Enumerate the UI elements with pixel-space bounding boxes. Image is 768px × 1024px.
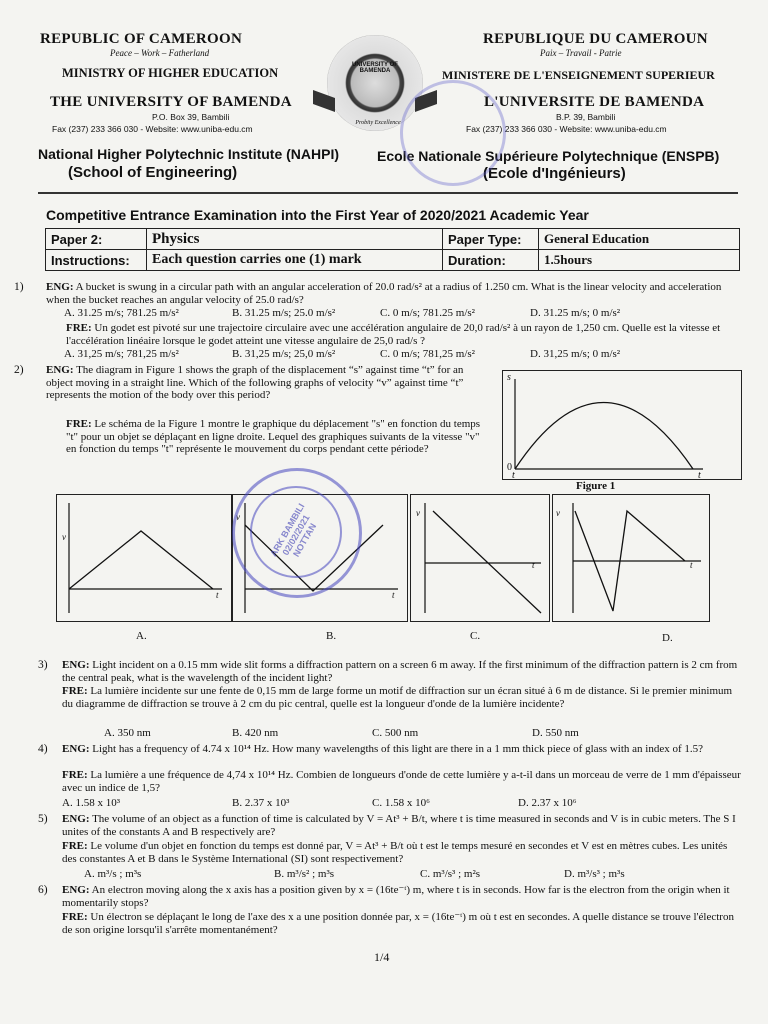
q4-opt-b: B. 2.37 x 10³ bbox=[232, 797, 290, 809]
q2-option-c-label: C. bbox=[470, 630, 481, 642]
right-motto: Paix – Travail - Patrie bbox=[540, 48, 622, 58]
eng-label: ENG: bbox=[62, 884, 90, 896]
q1-eng-opt-d: D. 31.25 m/s; 0 m/s² bbox=[530, 307, 621, 319]
instructions-value: Each question carries one (1) mark bbox=[147, 250, 443, 271]
q3-eng bbox=[62, 659, 742, 684]
paper-value: Physics bbox=[147, 229, 443, 250]
q2-option-d-label: D. bbox=[662, 632, 673, 644]
q5-eng bbox=[62, 813, 742, 838]
right-country: REPUBLIQUE DU CAMEROUN bbox=[483, 31, 708, 47]
q4-eng bbox=[62, 743, 742, 756]
q6-number: 6) bbox=[38, 884, 48, 896]
duration-label: Duration: bbox=[443, 250, 539, 271]
fig1-s-label: s bbox=[507, 372, 511, 383]
right-contact: Fax (237) 233 366 030 - Website: www.uniba-edu.cm bbox=[466, 124, 667, 134]
paper-label: Paper 2: bbox=[46, 229, 147, 250]
q3-fre-text: La lumière incidente sur une fente de 0,15 mm de large forme un motif de diffraction sur un écran situé à 6 m de distance. Si le premier minimum du diagramme de diffraction se trouve à 2 cm du pic central, quelle est la longueur d'onde de la lumière incidente? bbox=[62, 685, 733, 710]
graph-b-v-label: v bbox=[236, 512, 240, 522]
fre-label: FRE: bbox=[66, 322, 92, 334]
q3-opt-b: B. 420 nm bbox=[232, 727, 279, 739]
graph-option-a bbox=[56, 494, 232, 622]
q6-eng bbox=[62, 884, 742, 909]
type-value: General Education bbox=[539, 229, 740, 250]
seal-text: UNIVERSITY OF BAMENDA bbox=[352, 62, 398, 74]
fre-label: FRE: bbox=[62, 769, 88, 781]
fre-label: FRE: bbox=[62, 840, 88, 852]
figure-1-graph bbox=[502, 370, 742, 480]
graph-d-v-label: v bbox=[556, 508, 560, 518]
page-number: 1/4 bbox=[374, 950, 390, 964]
header-divider bbox=[38, 192, 738, 194]
q5-opt-b: B. m³/s² ; m³s bbox=[274, 868, 335, 880]
left-motto: Peace – Work – Fatherland bbox=[110, 48, 210, 58]
q1-number: 1) bbox=[14, 281, 24, 293]
q4-opt-a: A. 1.58 x 10³ bbox=[62, 797, 120, 809]
q4-opt-d: D. 2.37 x 10⁶ bbox=[518, 797, 577, 809]
eng-label: ENG: bbox=[46, 281, 74, 293]
fig1-t-label-left: t bbox=[512, 470, 515, 481]
q1-eng-text: A bucket is swung in a circular path with an angular acceleration of 20.0 rad/s² at a radius of 1.250 cm. What is the linear velocity and acceleration when the bucket reaches an angular velocity of 25.0 rad/s? bbox=[46, 281, 722, 306]
figure-1-svg bbox=[503, 371, 741, 479]
q1-fre-opt-c: C. 0 m/s; 781,25 m/s² bbox=[380, 348, 475, 360]
instructions-label: Instructions: bbox=[46, 250, 147, 271]
q2-number: 2) bbox=[14, 364, 24, 376]
q2-option-b-label: B. bbox=[326, 630, 337, 642]
fig1-origin: 0 bbox=[507, 462, 512, 473]
left-ministry: MINISTRY OF HIGHER EDUCATION bbox=[62, 66, 279, 80]
q5-opt-a: A. m³/s ; m³s bbox=[84, 868, 142, 880]
q1-fre-text: Un godet est pivoté sur une trajectoire circulaire avec une accélération angulaire de 20,0 rad/s² à un rayon de 1,250 cm. Quelle est la vitesse et l'accélération linéaire lorsque le godet atteint une vitesse angulaire de 25,0 rad/s ? bbox=[66, 322, 721, 347]
eng-label: ENG: bbox=[46, 364, 74, 376]
graph-a-v-label: v bbox=[62, 532, 66, 542]
q1-fre-opt-d: D. 31,25 m/s; 0 m/s² bbox=[530, 348, 621, 360]
graph-d-t-label: t bbox=[690, 560, 693, 570]
seal-motto: Probity Excellence bbox=[355, 120, 401, 126]
q1-fre bbox=[66, 322, 746, 347]
fre-label: FRE: bbox=[62, 911, 88, 923]
fig1-parabola bbox=[515, 403, 693, 470]
right-address: B.P. 39, Bambili bbox=[556, 112, 616, 122]
eng-label: ENG: bbox=[62, 813, 90, 825]
left-country: REPUBLIC OF CAMEROON bbox=[40, 31, 243, 47]
q4-eng-text: Light has a frequency of 4.74 x 10¹⁴ Hz. How many wavelengths of this light are there in a 1 mm thick piece of glass with an index of 1.5? bbox=[92, 743, 704, 755]
left-school: (School of Engineering) bbox=[68, 164, 238, 181]
left-university: THE UNIVERSITY OF BAMENDA bbox=[50, 94, 292, 110]
fre-label: FRE: bbox=[62, 685, 88, 697]
q1-eng-opt-a: A. 31.25 m/s; 781.25 m/s² bbox=[64, 307, 179, 319]
q1-eng-opt-c: C. 0 m/s; 781.25 m/s² bbox=[380, 307, 475, 319]
q1-fre-opt-a: A. 31,25 m/s; 781,25 m/s² bbox=[64, 348, 179, 360]
exam-info-table bbox=[45, 228, 740, 271]
q2-fre-text: Le schéma de la Figure 1 montre le graphique du déplacement "s" en fonction du temps "t" pour un objet se déplaçant en ligne droite. Lequel des graphiques suivants de la vitesse "v" en fonction du temps "t" représente le mouvement du corps pendant cette période? bbox=[66, 418, 481, 455]
graph-c-line bbox=[433, 511, 541, 613]
q5-fre-text: Le volume d'un objet en fonction du temps est donné par, V = At³ + B/t où t est le temps mesuré en secondes et V est en mètres cubes. Les unités des constantes A et B dans le Système International (SI) sont respectivement? bbox=[62, 840, 728, 865]
graph-c-t-label: t bbox=[532, 560, 535, 570]
q6-eng-text: An electron moving along the x axis has a position given by x = (16te⁻ᵗ) m, where t is in seconds. How far is the electron from the origin when it momentarily stops? bbox=[62, 884, 730, 909]
q3-fre bbox=[62, 685, 742, 710]
q2-option-a-label: A. bbox=[136, 630, 147, 642]
q6-fre-text: Un électron se déplaçant le long de l'axe des x a une position donnée par, x = (16te⁻ᵗ) m où t est en secondes. A quelle distance se trouve l'électron de son origine lorsqu'il s'arrête momentanément? bbox=[62, 911, 734, 936]
q3-opt-d: D. 550 nm bbox=[532, 727, 579, 739]
right-institute: Ecole Nationale Supérieure Polytechnique (ENSPB) bbox=[377, 148, 720, 164]
q3-number: 3) bbox=[38, 659, 48, 671]
left-address: P.O. Box 39, Bambili bbox=[152, 112, 230, 122]
fig1-t-label: t bbox=[698, 470, 701, 481]
exam-title: Competitive Entrance Examination into the First Year of 2020/2021 Academic Year bbox=[46, 207, 589, 223]
q3-opt-a: A. 350 nm bbox=[104, 727, 151, 739]
graph-option-d bbox=[552, 494, 710, 622]
q1-eng-opt-b: B. 31.25 m/s; 25.0 m/s² bbox=[232, 307, 336, 319]
q3-opt-c: C. 500 nm bbox=[372, 727, 419, 739]
right-ministry: MINISTERE DE L'ENSEIGNEMENT SUPERIEUR bbox=[442, 68, 715, 82]
q5-opt-c: C. m³/s³ ; m²s bbox=[420, 868, 481, 880]
graph-a-line bbox=[69, 531, 213, 589]
left-contact: Fax (237) 233 366 030 - Website: www.uniba-edu.cm bbox=[52, 124, 253, 134]
q4-fre bbox=[62, 769, 742, 794]
q1-eng bbox=[46, 281, 741, 306]
q1-fre-opt-b: B. 31,25 m/s; 25,0 m/s² bbox=[232, 348, 336, 360]
q5-eng-text: The volume of an object as a function of time is calculated by V = At³ + B/t, where t is time measured in seconds and V is in cubic meters. The S I unites of the constants A and B respectively are? bbox=[62, 813, 736, 838]
q5-fre bbox=[62, 840, 742, 865]
q2-eng-text: The diagram in Figure 1 shows the graph of the displacement “s” against time “t” for an object moving in a straight line. Which of the following graphs of velocity “v” against time “t” represents the motion of the body over this period? bbox=[46, 364, 464, 401]
right-school: (Ecole d'Ingénieurs) bbox=[483, 165, 626, 182]
q4-number: 4) bbox=[38, 743, 48, 755]
q5-opt-d: D. m³/s³ ; m³s bbox=[564, 868, 625, 880]
graph-c-v-label: v bbox=[416, 508, 420, 518]
right-university: L'UNIVERSITE DE BAMENDA bbox=[484, 94, 705, 110]
q4-fre-text: La lumière a une fréquence de 4,74 x 10¹⁴ Hz. Combien de longueurs d'onde de cette lumière y a-t-il dans un morceau de verre de 1 mm d'épaisseur avec un indice de 1,5? bbox=[62, 769, 741, 794]
fre-label: FRE: bbox=[66, 418, 92, 430]
left-institute: National Higher Polytechnic Institute (NAHPI) bbox=[38, 146, 340, 162]
date-stamp-text: ARK BAMBILI 02/02/2021 NOTTAN bbox=[268, 501, 319, 559]
eng-label: ENG: bbox=[62, 743, 90, 755]
q6-fre bbox=[62, 911, 742, 936]
graph-a-t-label: t bbox=[216, 590, 219, 600]
graph-option-c bbox=[410, 494, 550, 622]
type-label: Paper Type: bbox=[443, 229, 539, 250]
graph-b-t-label: t bbox=[392, 590, 395, 600]
eng-label: ENG: bbox=[62, 659, 90, 671]
figure-1-caption: Figure 1 bbox=[576, 480, 616, 492]
q2-fre bbox=[66, 418, 484, 456]
q4-opt-c: C. 1.58 x 10⁶ bbox=[372, 797, 430, 809]
q3-eng-text: Light incident on a 0.15 mm wide slit forms a diffraction pattern on a screen 6 m away. If the first minimum of the diffraction pattern is 2 cm from the central peak, what is the wavelength of the incident light? bbox=[62, 659, 738, 684]
q2-eng bbox=[46, 364, 484, 402]
duration-value: 1.5hours bbox=[539, 250, 740, 271]
q5-number: 5) bbox=[38, 813, 48, 825]
stamp-top bbox=[400, 80, 506, 186]
